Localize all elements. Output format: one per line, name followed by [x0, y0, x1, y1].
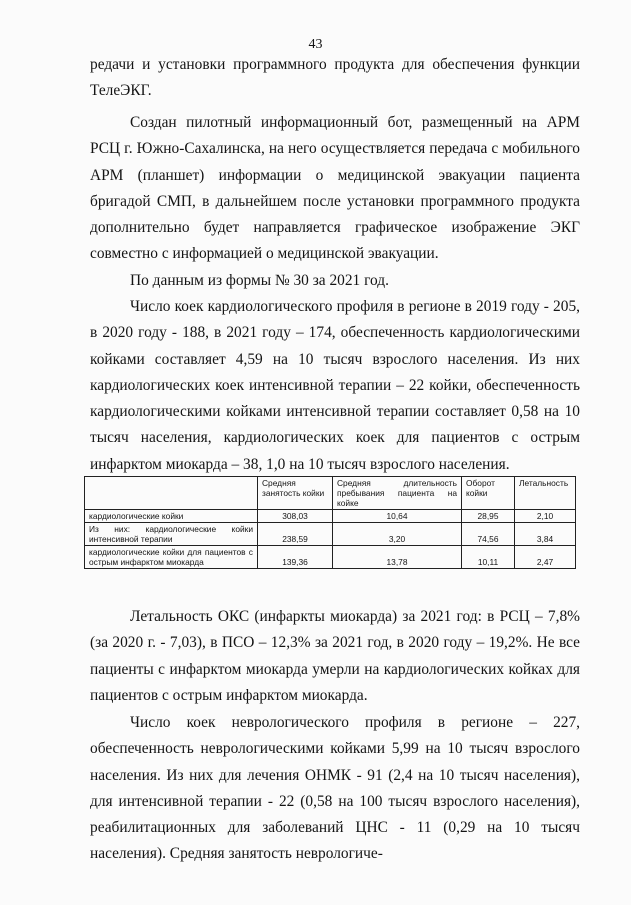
table-row	[85, 510, 576, 523]
table-row	[85, 546, 576, 569]
table-cell: 3,20	[333, 523, 462, 546]
table-header-cell: Средняя длительность пребывания пациента на койке	[333, 477, 462, 510]
table-cell: 28,95	[462, 510, 515, 523]
table-header-cell: Средняя занятость койки	[258, 477, 333, 510]
table-cell: 74,56	[462, 523, 515, 546]
table-cell: кардиологические койки для пациентов с острым инфарктом миокарда	[85, 546, 258, 569]
table-cell: 139,36	[258, 546, 333, 569]
table-header-cell: Летальность	[515, 477, 576, 510]
table-cell: 308,03	[258, 510, 333, 523]
table-header-cell	[85, 477, 258, 510]
paragraph-acs-mortality: Летальность ОКС (инфаркты миокарда) за 2021 год: в РСЦ – 7,8% (за 2020 г. - 7,03), в ПСО – 12,3% за 2021 год, в 2020 году – 19,2%. Не все пациенты с инфарктом миокарда умерли на кардиологических койках для пациентов с острым инфарктом миокарда.	[90, 608, 580, 704]
cardio-beds-table	[84, 476, 576, 569]
table-row	[85, 523, 576, 546]
table-cell: кардиологические койки	[85, 510, 258, 523]
paragraph-cardio-beds: Число коек кардиологического профиля в регионе в 2019 году - 205, в 2020 году - 188, в 2021 году – 174, обеспеченность кардиологическими койками составляет 4,59 на 10 тысяч взрослого населения. Из них кардиологических коек интенсивной терапии – 22 койки, обеспеченность кардиологическими койками интенсивной терапии составляет 0,58 на 10 тысяч населения, кардиологических коек для пациентов с острым инфарктом миокарда – 38, 1,0 на 10 тысяч взрослого населения.	[90, 298, 580, 473]
page-number: 43	[308, 37, 323, 52]
paragraph-neuro-beds: Число коек неврологического профиля в регионе – 227, обеспеченность неврологическими койками 5,99 на 10 тысяч взрослого населения. Из них для лечения ОНМК - 91 (2,4 на 10 тысяч населения), для интенсивной терапии - 22 (0,58 на 100 тысяч взрослого населения), реабилитационных для заболеваний ЦНС - 11 (0,29 на 10 тысяч населения). Средняя занятость неврологиче-	[90, 714, 580, 863]
table-cell: 2,10	[515, 510, 576, 523]
table-cell: 13,78	[333, 546, 462, 569]
table-header-cell: Оборот койки	[462, 477, 515, 510]
table-cell: 10,11	[462, 546, 515, 569]
paragraph-continuation: редачи и установки программного продукта для обеспечения функции ТелеЭКГ.	[90, 56, 580, 100]
paragraph-source: По данным из формы № 30 за 2021 год.	[130, 272, 389, 289]
table-cell: 2,47	[515, 546, 576, 569]
table-cell: 10,64	[333, 510, 462, 523]
paragraph-bot: Создан пилотный информационный бот, размещенный на АРМ РСЦ г. Южно-Сахалинска, на него осуществляется передача с мобильного АРМ (планшет) информации о медицинской эвакуации пациента бригадой СМП, в дальнейшем после установки программного продукта дополнительно будет направляется графическое изображение ЭКГ совместно с информацией о медицинской эвакуации.	[90, 114, 580, 263]
table-header-row	[85, 477, 576, 510]
table-cell: 238,59	[258, 523, 333, 546]
table-cell: Из них: кардиологические койки интенсивной терапии	[85, 523, 258, 546]
table-cell: 3,84	[515, 523, 576, 546]
